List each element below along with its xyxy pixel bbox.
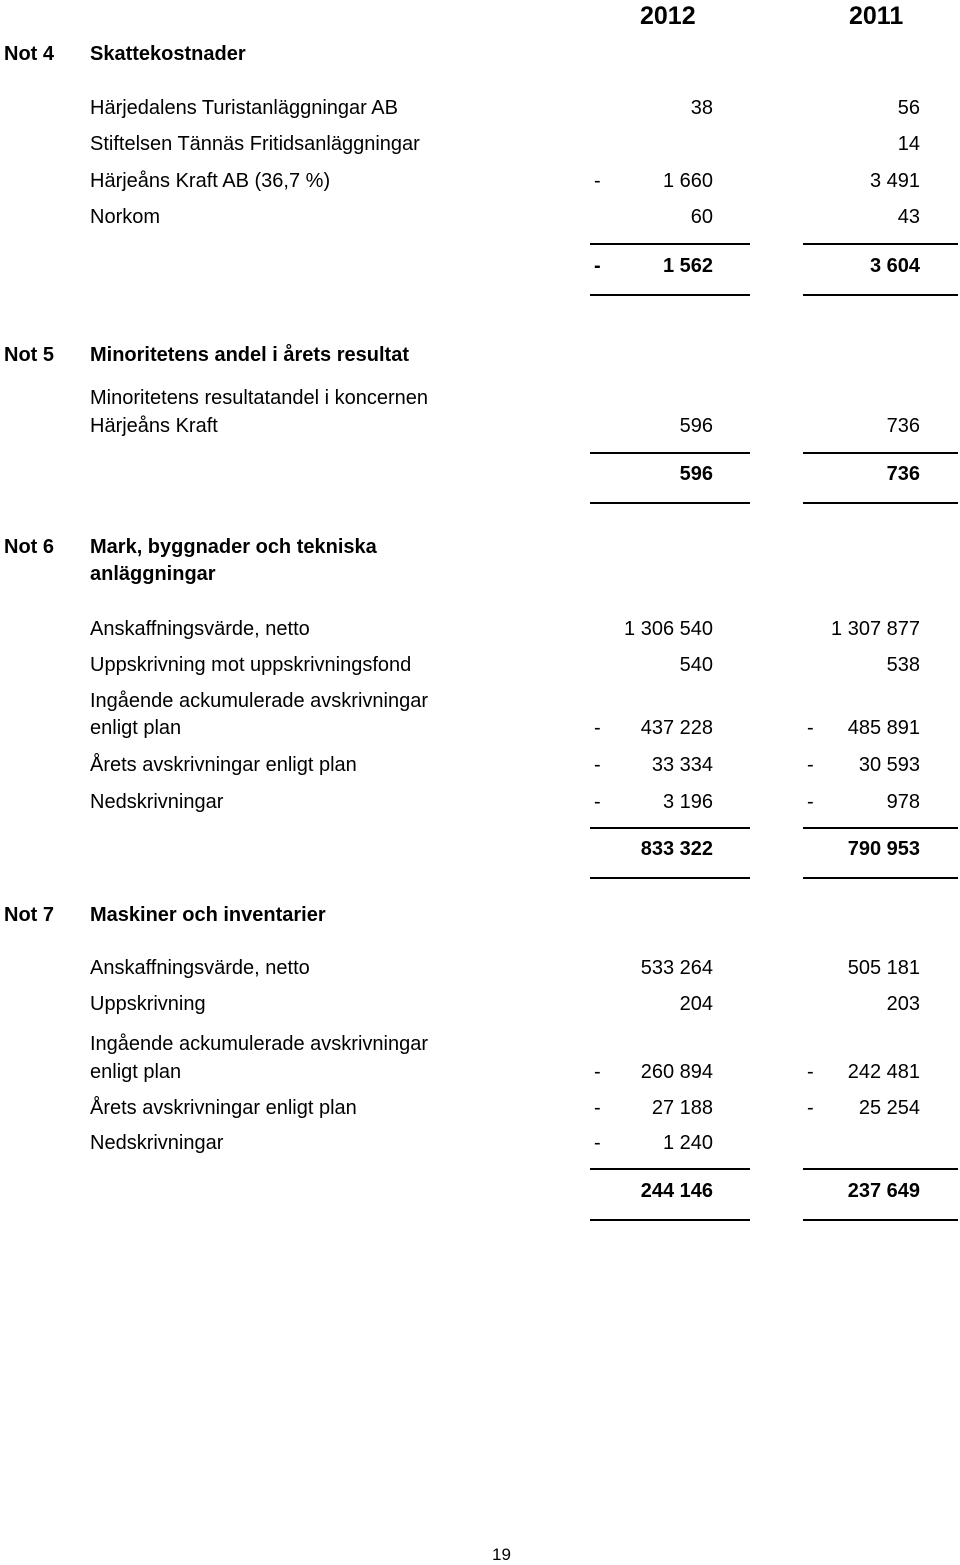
value-2012: 437 228 [640,717,713,739]
value-2011: 242 481 [847,1061,920,1083]
row-label: Anskaffningsvärde, netto [90,618,310,640]
value-2011: 1 307 877 [831,618,920,640]
value-2012: 27 188 [651,1097,713,1119]
rule [803,294,958,296]
total-2011: 3 604 [869,255,920,277]
value-2011: 3 491 [869,170,920,192]
value-2012: 596 [679,415,713,437]
value-2011: 56 [897,97,920,119]
year-header-2012: 2012 [640,2,696,30]
value-2011: 978 [886,791,920,813]
row-label: Ingående ackumulerade avskrivningar [90,1033,428,1055]
minus-sign: - [594,791,601,813]
row-label: Härjedalens Turistanläggningar AB [90,97,398,119]
total-2012: 1 562 [662,255,713,277]
note-title: anläggningar [90,563,216,585]
value-2012: 1 660 [662,170,713,192]
rule [803,1219,958,1221]
value-2012: 38 [690,97,713,119]
value-2012: 60 [690,206,713,228]
rule [590,502,750,504]
minus-sign: - [594,170,601,192]
row-label: Norkom [90,206,161,228]
note-title: Mark, byggnader och tekniska [90,536,377,558]
note-number: Not 6 [4,536,54,558]
rule [590,827,750,829]
value-2012: 533 264 [640,957,713,979]
minus-sign: - [594,1097,601,1119]
value-2012: 204 [679,993,713,1015]
total-2012: 244 146 [640,1180,713,1202]
row-label: Anskaffningsvärde, netto [90,957,310,979]
total-2011: 736 [886,463,920,485]
total-2011: 790 953 [847,838,920,860]
value-2012: 33 334 [651,754,713,776]
rule [590,452,750,454]
minus-sign: - [807,1097,814,1119]
total-2012: 596 [679,463,713,485]
rule [590,294,750,296]
rule [803,243,958,245]
row-label: Uppskrivning mot uppskrivningsfond [90,654,412,676]
value-2011: 736 [886,415,920,437]
row-label: Härjeåns Kraft [90,415,218,437]
rule [590,1219,750,1221]
rule [803,827,958,829]
value-2011: 538 [886,654,920,676]
value-2011: 43 [897,206,920,228]
page-number: 19 [492,1545,511,1564]
minus-sign: - [807,717,814,739]
value-2012: 540 [679,654,713,676]
row-label: enligt plan [90,1061,182,1083]
minus-sign: - [807,1061,814,1083]
total-2012: 833 322 [640,838,713,860]
rule [803,452,958,454]
note-number: Not 4 [4,43,54,65]
row-label: Årets avskrivningar enligt plan [90,1097,357,1119]
value-2011: 14 [897,133,920,155]
minus-sign: - [594,1132,601,1154]
row-label: Nedskrivningar [90,791,224,813]
value-2012: 3 196 [662,791,713,813]
note-number: Not 5 [4,344,54,366]
row-label: Härjeåns Kraft AB (36,7 %) [90,170,331,192]
value-2011: 505 181 [847,957,920,979]
note-title: Minoritetens andel i årets resultat [90,344,409,366]
value-2012: 1 306 540 [624,618,713,640]
row-label: Ingående ackumulerade avskrivningar [90,690,428,712]
note-title: Skattekostnader [90,43,246,65]
value-2011: 25 254 [858,1097,920,1119]
rule [590,1168,750,1170]
row-label: Nedskrivningar [90,1132,224,1154]
note-title: Maskiner och inventarier [90,904,326,926]
rule [803,1168,958,1170]
row-label: Uppskrivning [90,993,206,1015]
row-label: enligt plan [90,717,182,739]
row-label: Minoritetens resultatandel i koncernen [90,387,428,409]
minus-sign: - [594,717,601,739]
rule [803,502,958,504]
value-2011: 203 [886,993,920,1015]
value-2012: 1 240 [662,1132,713,1154]
row-label: Årets avskrivningar enligt plan [90,754,357,776]
total-2011: 237 649 [847,1180,920,1202]
minus-sign: - [807,754,814,776]
minus-sign: - [807,791,814,813]
year-header-2011: 2011 [849,2,904,30]
value-2011: 485 891 [847,717,920,739]
minus-sign: - [594,754,601,776]
row-label: Stiftelsen Tännäs Fritidsanläggningar [90,133,420,155]
minus-sign: - [594,255,601,277]
minus-sign: - [594,1061,601,1083]
rule [590,243,750,245]
value-2012: 260 894 [640,1061,713,1083]
rule [803,877,958,879]
note-number: Not 7 [4,904,54,926]
value-2011: 30 593 [858,754,920,776]
rule [590,877,750,879]
